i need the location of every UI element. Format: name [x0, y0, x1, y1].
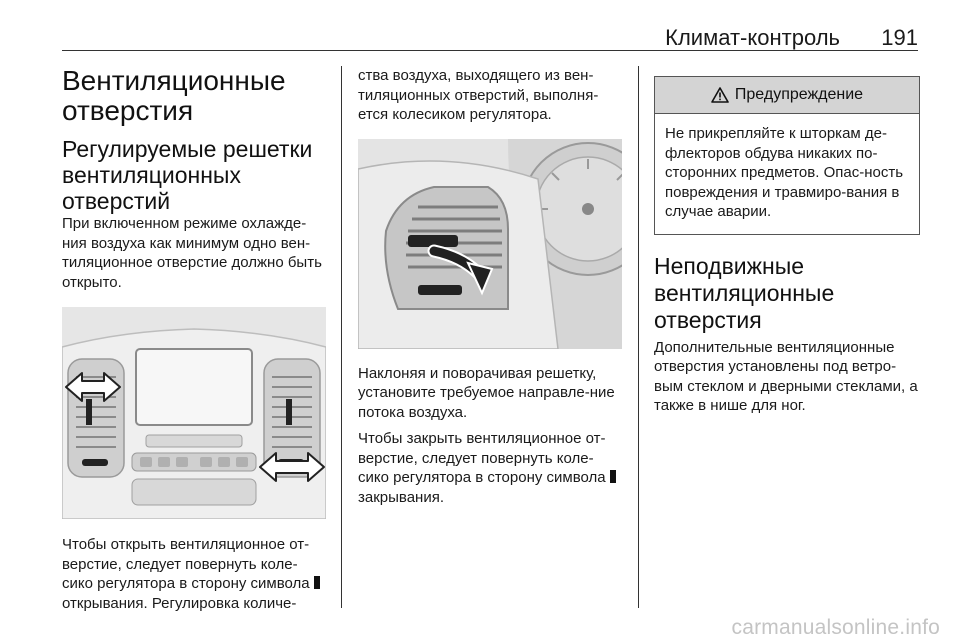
warning-box	[654, 76, 920, 235]
column-1	[62, 66, 326, 613]
page-number: 191	[881, 25, 918, 50]
vent-open-symbol-icon	[314, 576, 320, 589]
warning-body	[655, 114, 919, 234]
vent-close-symbol-icon	[610, 470, 616, 483]
column-divider	[638, 66, 639, 608]
warning-header	[655, 77, 919, 114]
subheading-adjustable-vents: Регулируемые решетки вентиляционных отверстий	[62, 136, 313, 214]
subheading-fixed-vents: Неподвижные вентиляционные отверстия	[654, 252, 835, 333]
section-title: Климат-контроль	[665, 25, 840, 50]
warning-text: Не прикрепляйте к шторкам де-флекторов обдува никаких по-сторонних предметов. Опас-ность повреждения и травмиро-вания в случае аварии.	[665, 125, 904, 220]
paragraph-close-vent	[358, 429, 622, 507]
open-vent-text: Чтобы открыть вентиляционное от-верстие, следует повернуть коле-сико регулятора в сторону символа	[62, 536, 310, 592]
warning-triangle-icon	[711, 87, 729, 103]
column-2	[358, 66, 622, 507]
open-vent-tail: открывания. Регулировка количе-	[62, 594, 297, 612]
paragraph-fixed-vents: Дополнительные вентиляционные отверстия установлены под ветро-вым стеклом и дверными стеклами, а также в нише для ног.	[654, 338, 918, 414]
center-console-vents-illustration	[62, 307, 326, 519]
close-vent-tail: закрывания.	[358, 488, 445, 506]
main-heading: Вентиляционные отверстия	[62, 65, 286, 126]
column-divider	[341, 66, 342, 608]
paragraph-direction: Наклоняя и поворачивая решетку, установите требуемое направле-ние потока воздуха.	[358, 364, 615, 421]
paragraph-open-vent	[62, 535, 326, 613]
watermark: carmanualsonline.info	[731, 616, 940, 639]
warning-title: Предупреждение	[734, 86, 864, 103]
column-3	[654, 66, 920, 416]
page-header	[62, 12, 918, 51]
side-vent-illustration	[358, 139, 622, 349]
paragraph-airflow-continued: ства воздуха, выходящего из вен-тиляционных отверстий, выполня-ется колесиком регулятора.	[358, 67, 599, 123]
close-vent-text: Чтобы закрыть вентиляционное от-верстие, следует повернуть коле-сико регулятора в сторону символа	[358, 430, 606, 486]
paragraph-cooling-note: При включенном режиме охлажде-ния воздуха как минимум одно вен-тиляционное отверстие должно быть открыто.	[62, 215, 322, 291]
